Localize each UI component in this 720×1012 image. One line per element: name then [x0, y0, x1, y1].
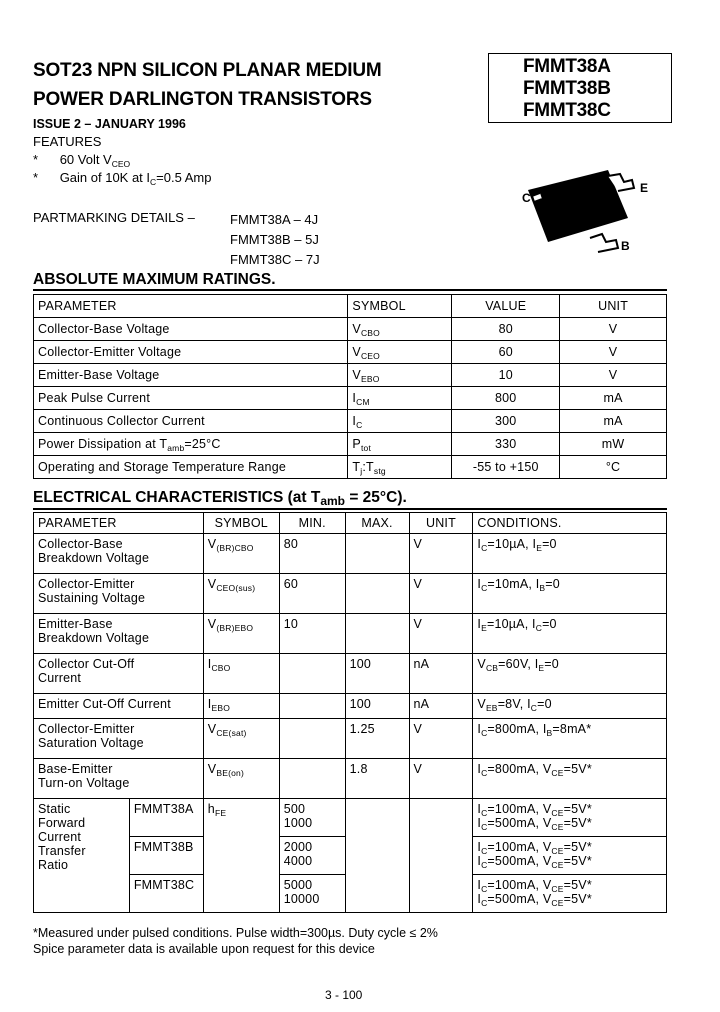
table-row: Collector Cut-Off Current $I_{CBO}$ 100 nA $V_{CB}=60V$, $I_E=0$	[34, 654, 667, 694]
footnote-spice: Spice parameter data is available upon request for this device	[33, 942, 375, 956]
feature-item: * Gain of 10K at $I_C=0.5$ Amp	[33, 170, 212, 187]
bullet: *	[33, 170, 39, 185]
features-heading: FEATURES	[33, 134, 102, 149]
pin-c-label: C	[522, 191, 531, 205]
issue-date: ISSUE 2 – JANUARY 1996	[33, 117, 186, 131]
table-row: Peak Pulse Current $I_{CM}$ 800 mA	[34, 387, 667, 410]
part-number-a: FMMT38A	[523, 56, 611, 77]
partmarking-item: FMMT38C – 7J	[230, 252, 320, 267]
table-row: Collector-Emitter Voltage $V_{CEO}$ 60 V	[34, 341, 667, 364]
partmarking-item: FMMT38B – 5J	[230, 232, 319, 247]
table-row: Continuous Collector Current $I_C$ 300 mA	[34, 410, 667, 433]
abs-max-heading: ABSOLUTE MAXIMUM RATINGS.	[33, 271, 276, 288]
table-row: Operating and Storage Temperature Range $T_j:T_{stg}$ -55 to +150 °C	[34, 456, 667, 479]
partmarking-item: FMMT38A – 4J	[230, 212, 319, 227]
title-line-1: SOT23 NPN SILICON PLANAR MEDIUM	[33, 60, 382, 81]
part-number-box	[488, 53, 672, 123]
table-row: Static Forward Current Transfer Ratio FMMT38A $h_{FE}$ 500 1000 $I_C=100mA$, $V_{CE}=5V*$ $I_C=500mA$, $V_{CE}=5V*$	[34, 799, 667, 837]
footnote-pulsed: *Measured under pulsed conditions. Pulse width=300µs. Duty cycle ≤ 2%	[33, 926, 438, 940]
table-row: Base-Emitter Turn-on Voltage $V_{BE(on)}$ 1.8 V $I_C=800mA$, $V_{CE}=5V*$	[34, 759, 667, 799]
sot23-package-drawing	[520, 160, 660, 270]
table-row: Collector-Emitter Saturation Voltage $V_{CE(sat)}$ 1.25 V $I_C=800mA$, $I_B=8mA*$	[34, 719, 667, 759]
table-row: FMMT38B 2000 4000 $I_C=100mA$, $V_{CE}=5V*$ $I_C=500mA$, $V_{CE}=5V*$	[34, 837, 667, 875]
section-rule	[33, 508, 667, 510]
table-row: Collector-Base Voltage $V_{CBO}$ 80 V	[34, 318, 667, 341]
page-number: 3 - 100	[325, 988, 363, 1002]
feature-item: * 60 Volt $V_{CEO}$	[33, 152, 131, 169]
table-row: Emitter-Base Breakdown Voltage $V_{(BR)EBO}$ 10 V $I_E=10\mu A$, $I_C=0$	[34, 614, 667, 654]
pin-b-label: B	[621, 239, 630, 253]
elec-heading: ELECTRICAL CHARACTERISTICS (at $T_{amb} = 25^\circ C$).	[33, 489, 407, 508]
table-header-row: PARAMETER SYMBOL VALUE UNIT	[34, 295, 667, 318]
features-section	[33, 134, 433, 185]
elec-table	[33, 512, 667, 913]
table-row: Emitter-Base Voltage $V_{EBO}$ 10 V	[34, 364, 667, 387]
pin-e-label: E	[640, 181, 649, 195]
abs-max-table	[33, 294, 667, 479]
partmarking-label: PARTMARKING DETAILS –	[33, 210, 195, 225]
part-number-b: FMMT38B	[523, 78, 611, 99]
table-row: Collector-Emitter Sustaining Voltage $V_{CEO(sus)}$ 60 V $I_C=10mA$, $I_B=0$	[34, 574, 667, 614]
table-row: Emitter Cut-Off Current $I_{EBO}$ 100 nA $V_{EB}=8V$, $I_C=0$	[34, 694, 667, 719]
part-number-c: FMMT38C	[523, 100, 611, 121]
base-lead	[590, 234, 618, 252]
section-rule	[33, 289, 667, 291]
bullet: *	[33, 152, 39, 167]
table-row: Power Dissipation at $T_{amb}=25^\circ C$ $P_{tot}$ 330 mW	[34, 433, 667, 456]
table-row: FMMT38C 5000 10000 $I_C=100mA$, $V_{CE}=5V*$ $I_C=500mA$, $V_{CE}=5V*$	[34, 875, 667, 913]
partmarking-list	[230, 210, 320, 270]
title-line-2: POWER DARLINGTON TRANSISTORS	[33, 89, 372, 110]
table-row: Collector-Base Breakdown Voltage $V_{(BR)CBO}$ 80 V $I_C=10\mu A$, $I_E=0$	[34, 534, 667, 574]
table-header-row: PARAMETER SYMBOL MIN. MAX. UNIT CONDITIONS.	[34, 513, 667, 534]
